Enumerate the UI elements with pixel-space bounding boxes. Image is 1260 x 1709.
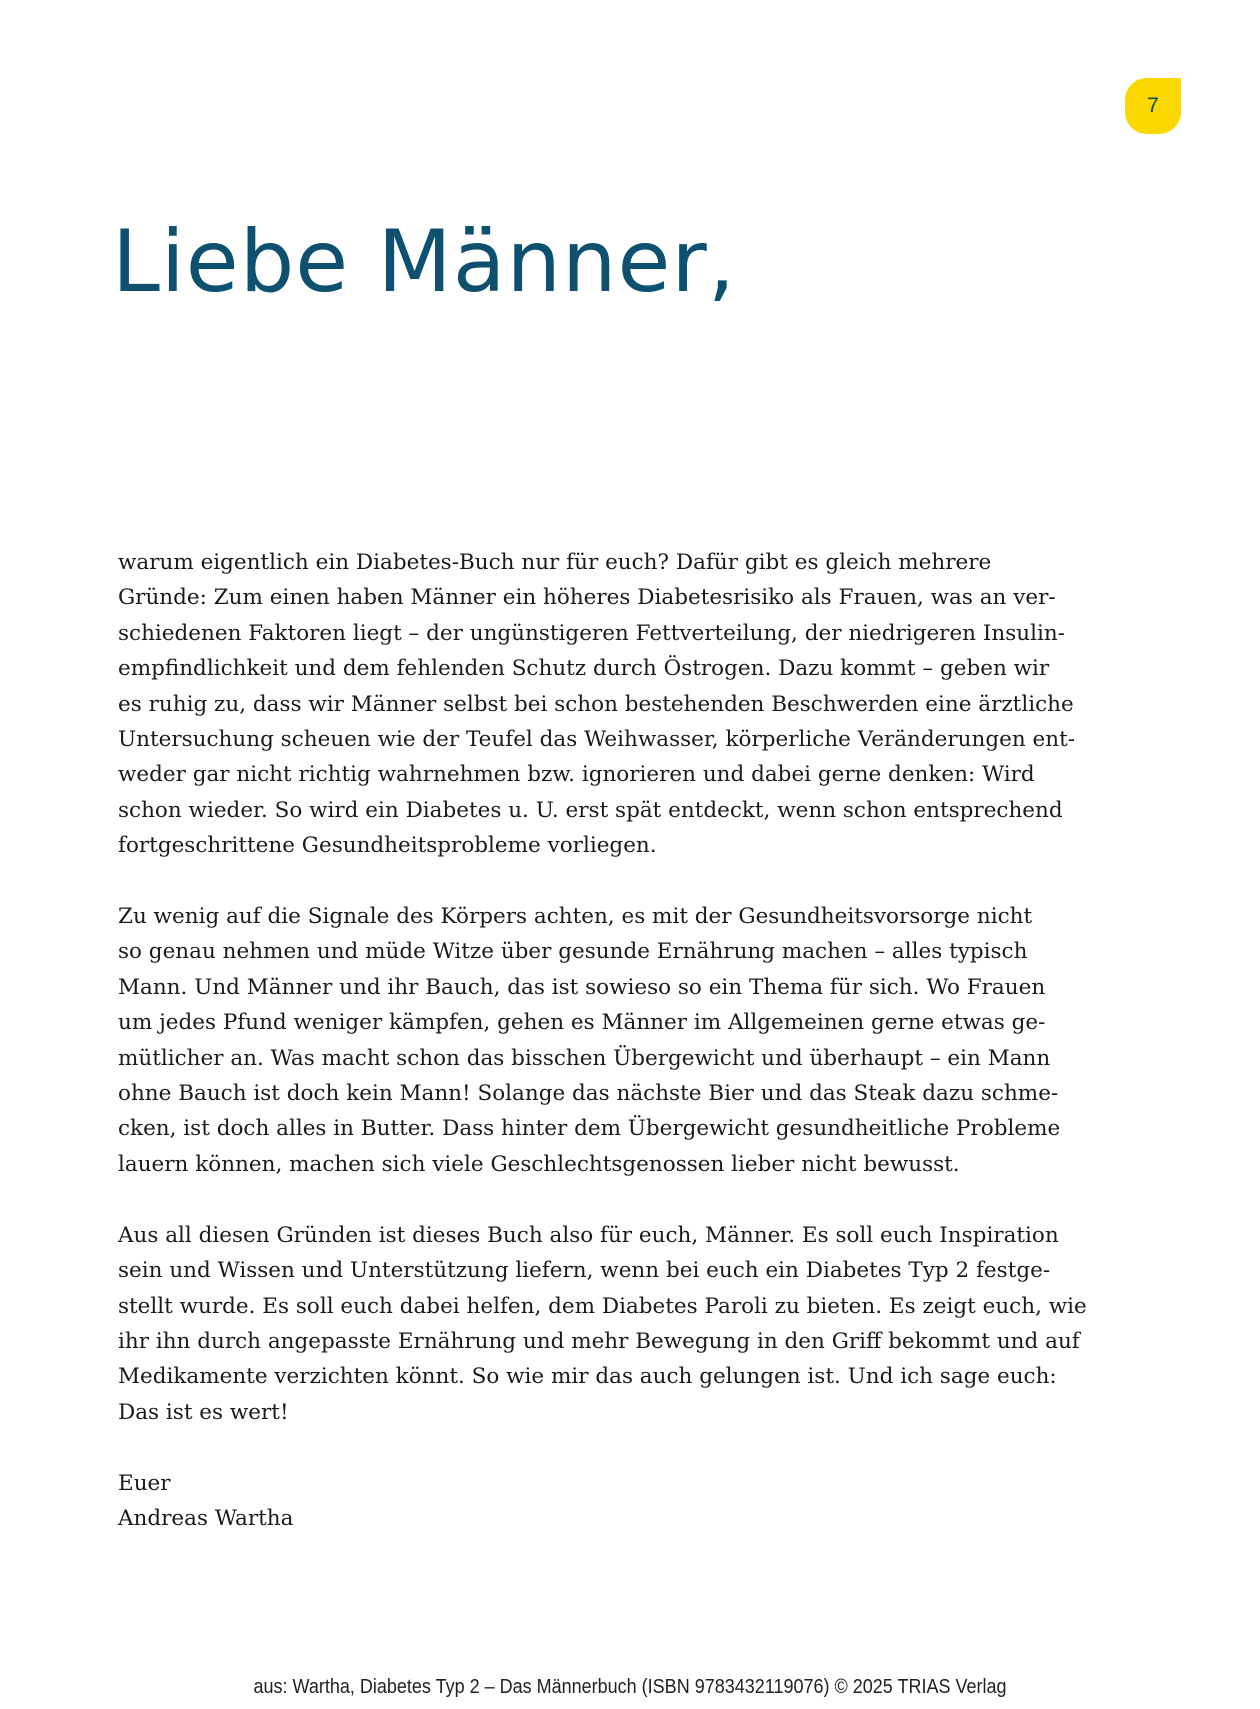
text-line: schiedenen Faktoren liegt – der ungünstigeren Fettverteilung, der niedrigeren Insulin- [118, 620, 1065, 646]
paragraph [118, 899, 1118, 1182]
paragraph [118, 1218, 1118, 1430]
text-line: Gründe: Zum einen haben Männer ein höheres Diabetesrisiko als Frauen, was an ver- [118, 585, 1056, 611]
text-line: sein und Wissen und Unterstützung liefern, wenn bei euch ein Diabetes Typ 2 festge- [118, 1258, 1051, 1284]
text-line: Euer [118, 1470, 171, 1496]
text-line: um jedes Pfund weniger kämpfen, gehen es Männer im Allgemeinen gerne etwas ge- [118, 1010, 1046, 1036]
text-line: stellt wurde. Es soll euch dabei helfen, dem Diabetes Paroli zu bieten. Es zeigt euch, wie [118, 1293, 1087, 1319]
page-title: Liebe Männer, [112, 212, 737, 312]
text-line: Aus all diesen Gründen ist dieses Buch also für euch, Männer. Es soll euch Inspiration [118, 1222, 1059, 1248]
page-number: 7 [1147, 94, 1159, 117]
text-line: Andreas Wartha [118, 1505, 294, 1531]
text-line: ihr ihn durch angepasste Ernährung und mehr Bewegung in den Griff bekommt und auf [118, 1328, 1080, 1354]
text-line: so genau nehmen und müde Witze über gesunde Ernährung machen – alles typisch [118, 939, 1028, 965]
paragraph [118, 545, 1118, 864]
text-line: fortgeschrittene Gesundheitsprobleme vorliegen. [118, 833, 657, 859]
text-line: ohne Bauch ist doch kein Mann! Solange das nächste Bier und das Steak dazu schme- [118, 1081, 1059, 1107]
letter-body [118, 545, 1118, 1572]
text-line: es ruhig zu, dass wir Männer selbst bei schon bestehenden Beschwerden eine ärztliche [118, 691, 1074, 717]
text-line: schon wieder. So wird ein Diabetes u. U. erst spät entdeckt, wenn schon entsprechend [118, 797, 1063, 823]
text-line: mütlicher an. Was macht schon das bisschen Übergewicht und überhaupt – ein Mann [118, 1045, 1051, 1071]
footer-citation: aus: Wartha, Diabetes Typ 2 – Das Männerbuch (ISBN 9783432119076) © 2025 TRIAS Verlag [253, 1676, 1007, 1698]
signature [118, 1466, 1118, 1537]
page-number-badge [1125, 78, 1181, 134]
text-line: Mann. Und Männer und ihr Bauch, das ist sowieso so ein Thema für sich. Wo Frauen [118, 974, 1046, 1000]
text-line: Untersuchung scheuen wie der Teufel das Weihwasser, körperliche Veränderungen ent- [118, 727, 1076, 753]
text-line: Zu wenig auf die Signale des Körpers achten, es mit der Gesundheitsvorsorge nicht [118, 904, 1033, 930]
text-line: Das ist es wert! [118, 1399, 289, 1425]
text-line: cken, ist doch alles in Butter. Dass hinter dem Übergewicht gesundheitliche Probleme [118, 1116, 1061, 1142]
text-line: Medikamente verzichten könnt. So wie mir das auch gelungen ist. Und ich sage euch: [118, 1364, 1057, 1390]
text-line: weder gar nicht richtig wahrnehmen bzw. ignorieren und dabei gerne denken: Wird [118, 762, 1035, 788]
text-line: warum eigentlich ein Diabetes-Buch nur für euch? Dafür gibt es gleich mehrere [118, 550, 992, 575]
text-line: lauern können, machen sich viele Geschlechtsgenossen lieber nicht bewusst. [118, 1151, 960, 1177]
text-line: empfindlichkeit und dem fehlenden Schutz durch Östrogen. Dazu kommt – geben wir [118, 656, 1050, 682]
